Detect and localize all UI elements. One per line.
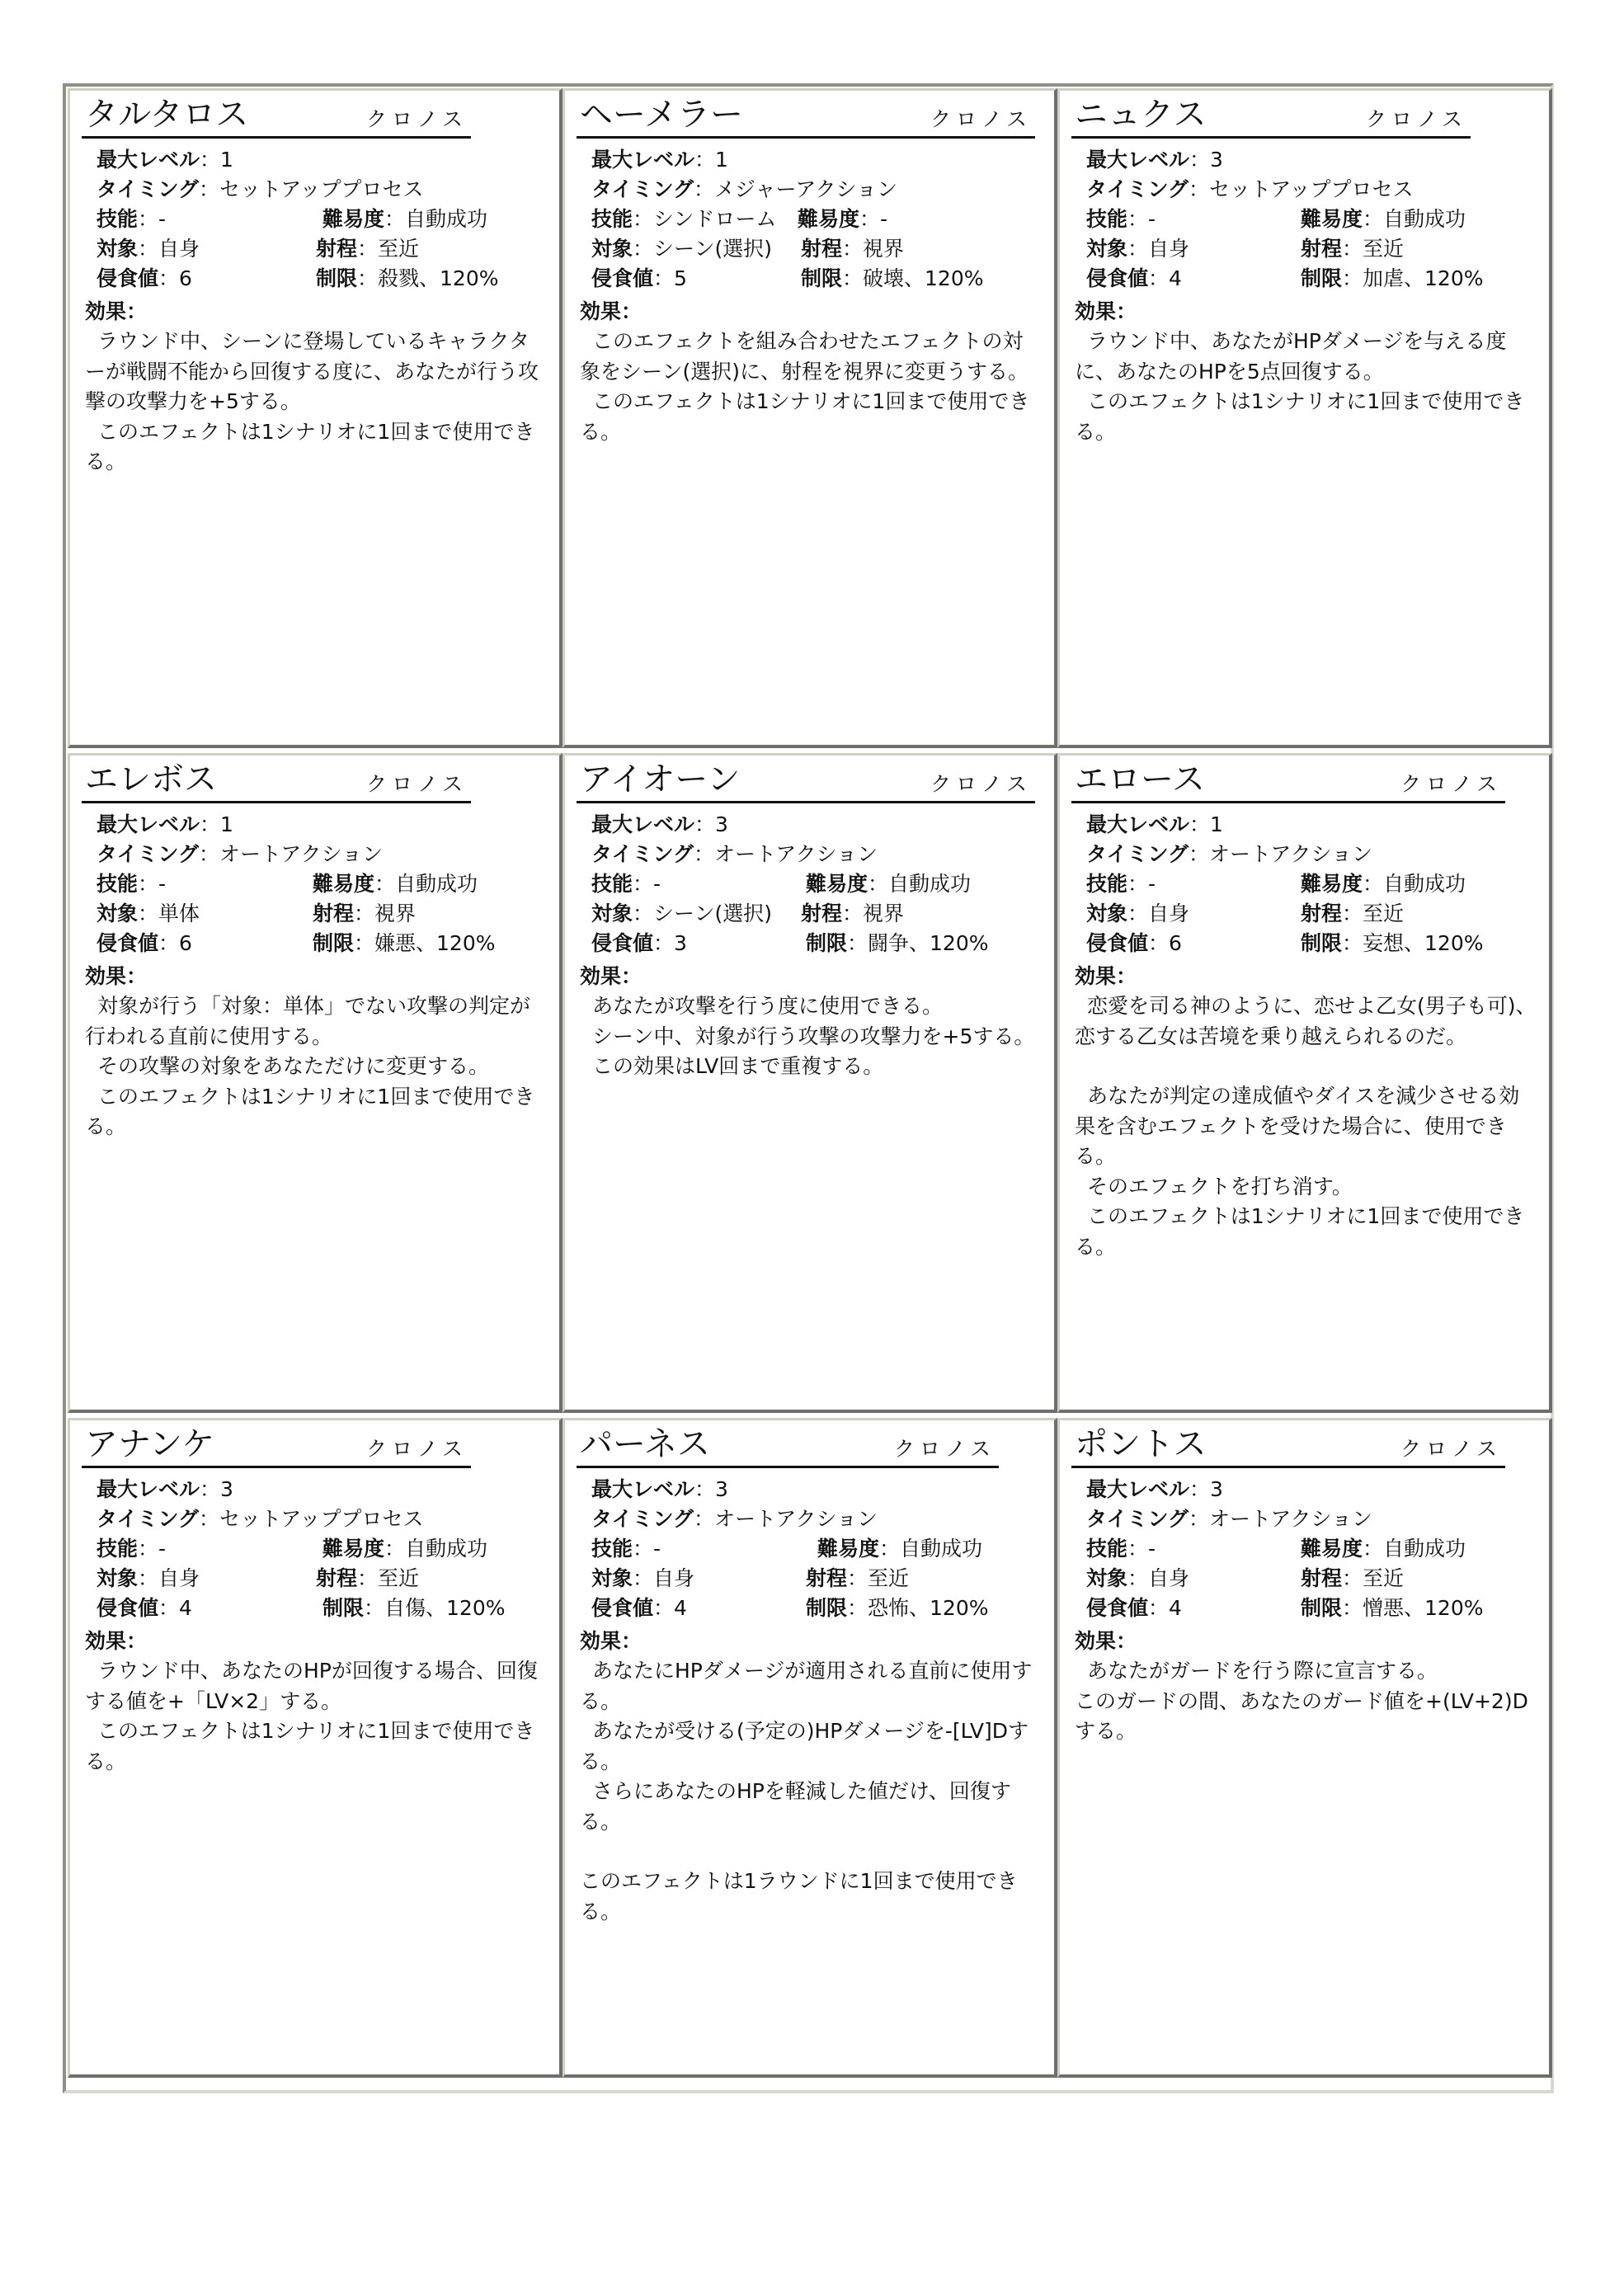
card-header <box>82 94 471 139</box>
effect-label: 効果： <box>1075 964 1137 988</box>
effect-text: あなたが攻撃を行う度に使用できる。 シーン中、対象が行う攻撃の攻撃力を+5する。 この効果はLV回まで重複する。 <box>592 994 1035 1078</box>
range-field: 射程：視界 <box>801 237 905 261</box>
max-level-row: 最大レベル：1 <box>591 148 728 172</box>
effect-card <box>68 88 563 748</box>
card-name: パーネス <box>580 1425 710 1463</box>
skill-row: 技能：- <box>1086 1537 1156 1561</box>
target-row: 対象：自身 <box>1086 902 1190 925</box>
card-category: クロノス <box>930 772 1032 796</box>
skill-row: 技能：- <box>1086 872 1156 896</box>
card-name: アナンケ <box>85 1425 215 1463</box>
card-name: タルタロス <box>85 96 249 134</box>
restriction-field: 制限：恐怖、120% <box>806 1596 989 1620</box>
skill-row: 技能：- <box>1086 207 1156 231</box>
effect-label: 効果： <box>85 1629 148 1653</box>
max-level-row: 最大レベル：3 <box>96 1477 233 1501</box>
effect-card <box>1057 753 1552 1413</box>
skill-row: 技能：- <box>591 1537 661 1561</box>
card-category: クロノス <box>930 107 1032 131</box>
erosion-row: 侵食値：4 <box>591 1596 687 1620</box>
effect-card <box>563 88 1057 748</box>
restriction-field: 制限：嫌悪、120% <box>313 931 496 955</box>
difficulty-field: 難易度：自動成功 <box>322 1537 488 1561</box>
effect-label: 効果： <box>85 299 148 323</box>
card-category: クロノス <box>1400 772 1502 796</box>
target-row: 対象：自身 <box>1086 237 1190 261</box>
effect-card <box>68 753 563 1413</box>
effect-text: あなたにHPダメージが適用される直前に使用する。 あなたが受ける(予定の)HPダメージを-[LV]Dする。 さらにあなたのHPを軽減した値だけ、回復する。 このエフェクトは1ラウンドに1回まで使用できる。 <box>580 1659 1033 1923</box>
difficulty-field: 難易度：- <box>798 207 888 231</box>
restriction-field: 制限：自傷、120% <box>322 1596 506 1620</box>
skill-row: 技能：シンドローム <box>591 207 777 231</box>
card-header <box>82 1424 471 1468</box>
timing-row: タイミング：メジャーアクション <box>591 177 898 201</box>
range-field: 射程：視界 <box>313 902 417 925</box>
skill-row: 技能：- <box>591 872 661 896</box>
card-name: ニュクス <box>1075 96 1207 134</box>
erosion-row: 侵食値：6 <box>1086 931 1182 955</box>
restriction-field: 制限：殺戮、120% <box>316 266 499 290</box>
range-field: 射程：至近 <box>806 1566 910 1590</box>
timing-row: タイミング：セットアッププロセス <box>1086 177 1414 201</box>
timing-row: タイミング：セットアッププロセス <box>96 177 424 201</box>
skill-row: 技能：- <box>96 207 167 231</box>
effect-label: 効果： <box>1075 1629 1137 1653</box>
target-row: 対象：単体 <box>96 902 200 925</box>
max-level-row: 最大レベル：3 <box>591 1477 728 1501</box>
card-header <box>1071 1424 1505 1468</box>
card-name: エロース <box>1075 760 1205 798</box>
target-row: 対象：シーン(選択) <box>591 902 773 925</box>
target-row: 対象：シーン(選択) <box>591 237 773 261</box>
target-row: 対象：自身 <box>591 1566 695 1590</box>
card-category: クロノス <box>1400 1437 1502 1461</box>
card-name: ポントス <box>1075 1425 1207 1463</box>
effect-label: 効果： <box>85 964 148 988</box>
difficulty-field: 難易度：自動成功 <box>1301 207 1466 231</box>
effect-text: 恋愛を司る神のように、恋せよ乙女(男子も可)、恋する乙女は苦境を乗り越えられるのだ。 あなたが判定の達成値やダイスを減少させる効果を含むエフェクトを受けた場合に、使用できる。 そのエフェクトを打ち消す。 このエフェクトは1シナリオに1回まで使用できる。 <box>1075 994 1537 1259</box>
max-level-row: 最大レベル：1 <box>96 812 233 836</box>
max-level-row: 最大レベル：3 <box>1086 148 1223 172</box>
card-header <box>577 94 1035 139</box>
effect-text: ラウンド中、あなたのHPが回復する場合、回復する値を+「LV×2」する。 このエフェクトは1シナリオに1回まで使用できる。 <box>85 1659 538 1773</box>
erosion-row: 侵食値：4 <box>1086 266 1182 290</box>
range-field: 射程：至近 <box>1301 1566 1405 1590</box>
range-field: 射程：至近 <box>1301 237 1405 261</box>
restriction-field: 制限：闘争、120% <box>806 931 989 955</box>
timing-row: タイミング：セットアッププロセス <box>96 1507 424 1531</box>
card-category: クロノス <box>1365 107 1467 131</box>
range-field: 射程：至近 <box>1301 902 1405 925</box>
difficulty-field: 難易度：自動成功 <box>1301 1537 1466 1561</box>
skill-row: 技能：- <box>96 872 167 896</box>
range-field: 射程：至近 <box>316 1566 420 1590</box>
range-field: 射程：視界 <box>801 902 905 925</box>
difficulty-field: 難易度：自動成功 <box>313 872 478 896</box>
timing-row: タイミング：オートアクション <box>1086 1507 1373 1531</box>
max-level-row: 最大レベル：1 <box>96 148 233 172</box>
difficulty-field: 難易度：自動成功 <box>322 207 488 231</box>
effect-text: このエフェクトを組み合わせたエフェクトの対象をシーン(選択)に、射程を視界に変更うする。 このエフェクトは1シナリオに1回まで使用できる。 <box>580 329 1030 444</box>
max-level-row: 最大レベル：1 <box>1086 812 1223 836</box>
effect-text: 対象が行う「対象：単体」でない攻撃の判定が行われる直前に使用する。 その攻撃の対象をあなただけに変更する。 このエフェクトは1シナリオに1回まで使用できる。 <box>85 994 535 1138</box>
effect-card <box>68 1418 563 2078</box>
card-category: クロノス <box>893 1437 996 1461</box>
timing-row: タイミング：オートアクション <box>591 1507 878 1531</box>
timing-row: タイミング：オートアクション <box>96 842 384 866</box>
erosion-row: 侵食値：5 <box>591 266 687 290</box>
target-row: 対象：自身 <box>96 237 200 261</box>
card-header <box>82 759 471 803</box>
erosion-row: 侵食値：4 <box>96 1596 192 1620</box>
restriction-field: 制限：加虐、120% <box>1301 266 1484 290</box>
effect-label: 効果： <box>580 964 643 988</box>
card-category: クロノス <box>365 107 468 131</box>
effect-label: 効果： <box>580 299 643 323</box>
erosion-row: 侵食値：4 <box>1086 1596 1182 1620</box>
effect-label: 効果： <box>1075 299 1137 323</box>
difficulty-field: 難易度：自動成功 <box>806 872 972 896</box>
effect-label: 効果： <box>580 1629 643 1653</box>
target-row: 対象：自身 <box>96 1566 200 1590</box>
erosion-row: 侵食値：6 <box>96 266 192 290</box>
erosion-row: 侵食値：6 <box>96 931 192 955</box>
card-header <box>577 1424 999 1468</box>
card-category: クロノス <box>365 1437 468 1461</box>
effect-card <box>563 753 1057 1413</box>
skill-row: 技能：- <box>96 1537 167 1561</box>
max-level-row: 最大レベル：3 <box>1086 1477 1223 1501</box>
range-field: 射程：至近 <box>316 237 420 261</box>
effect-card <box>1057 88 1552 748</box>
card-name: ヘーメラー <box>580 96 743 134</box>
card-name: アイオーン <box>580 760 741 798</box>
restriction-field: 制限：破壊、120% <box>801 266 984 290</box>
card-header <box>1071 759 1505 803</box>
card-sheet <box>63 83 1554 2093</box>
difficulty-field: 難易度：自動成功 <box>817 1537 983 1561</box>
card-name: エレボス <box>85 760 217 798</box>
target-row: 対象：自身 <box>1086 1566 1190 1590</box>
effect-text: ラウンド中、シーンに登場しているキャラクターが戦闘不能から回復する度に、あなたが行う攻撃の攻撃力を+5する。 このエフェクトは1シナリオに1回まで使用できる。 <box>85 329 539 473</box>
restriction-field: 制限：憎悪、120% <box>1301 1596 1484 1620</box>
effect-text: あなたがガードを行う際に宣言する。 このガードの間、あなたのガード値を+(LV+2)Dする。 <box>1075 1659 1528 1743</box>
card-header <box>577 759 1035 803</box>
timing-row: タイミング：オートアクション <box>1086 842 1373 866</box>
card-header <box>1071 94 1471 139</box>
card-category: クロノス <box>365 772 468 796</box>
restriction-field: 制限：妄想、120% <box>1301 931 1484 955</box>
max-level-row: 最大レベル：3 <box>591 812 728 836</box>
difficulty-field: 難易度：自動成功 <box>1301 872 1466 896</box>
erosion-row: 侵食値：3 <box>591 931 687 955</box>
effect-text: ラウンド中、あなたがHPダメージを与える度に、あなたのHPを5点回復する。 このエフェクトは1シナリオに1回まで使用できる。 <box>1075 329 1525 444</box>
timing-row: タイミング：オートアクション <box>591 842 878 866</box>
effect-card <box>563 1418 1057 2078</box>
effect-card <box>1057 1418 1552 2078</box>
